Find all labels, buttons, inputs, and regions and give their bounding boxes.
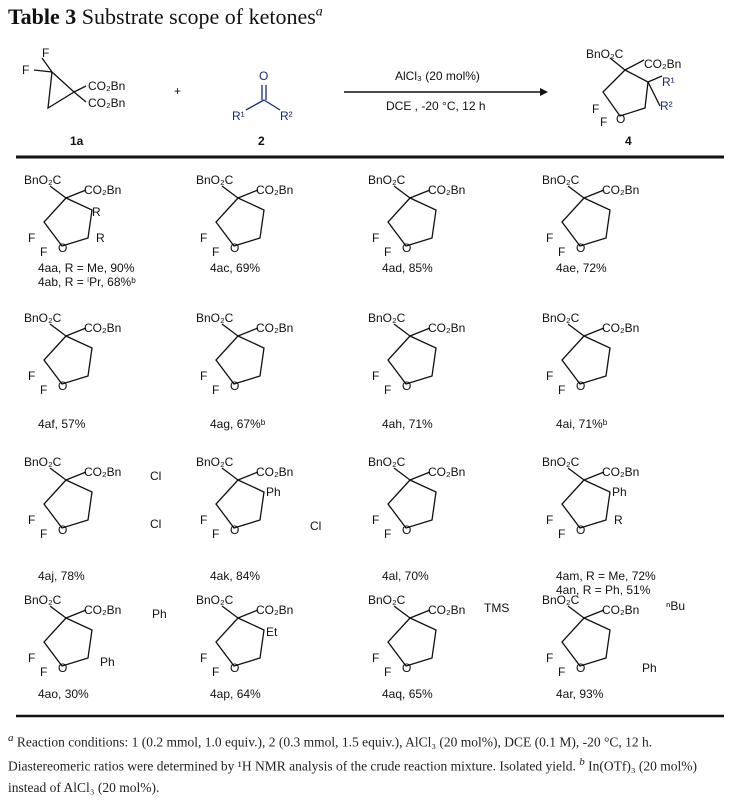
struct-0-1-ester-right: CO₂Bn (256, 183, 294, 197)
caption-4aj: 4aj, 78% (38, 569, 85, 583)
ar-Ph: Ph (642, 661, 657, 675)
struct-0-2-ester-right: CO₂Bn (428, 183, 466, 197)
struct-3-1-O: O (230, 661, 240, 675)
struct-3-1-bond-a (222, 606, 238, 618)
struct-0-3-bond-b (584, 190, 604, 198)
struct-1-0-ester-left: BnO₂C (24, 311, 62, 325)
struct-2-2-F2: F (384, 527, 392, 541)
product-F-1: F (592, 102, 600, 116)
struct-3-2-O: O (402, 661, 412, 675)
arrowhead (540, 88, 548, 96)
caption-4am: 4am, R = Me, 72% (556, 569, 656, 583)
struct-3-1-F1: F (200, 651, 208, 665)
struct-0-0-ester-left: BnO₂C (24, 173, 62, 187)
label-2: 2 (258, 134, 265, 148)
caption-4ae: 4ae, 72% (556, 261, 607, 275)
caption-4aa: 4aa, R = Me, 90% (38, 261, 135, 275)
caption-4ap: 4ap, 64% (210, 687, 261, 701)
struct-2-3-bond-a (568, 468, 584, 480)
struct-2-0-bond-a (50, 468, 66, 480)
struct-2-3-O: O (576, 523, 586, 537)
struct-2-1-bond-b (238, 472, 258, 480)
footnote-dr-text: Diastereomeric ratios were determined by ¹H NMR analysis of the crude reaction mixture. Isolated yield. (8, 758, 576, 774)
struct-0-3-bond-a (568, 186, 584, 198)
struct-1-0-F2: F (40, 383, 48, 397)
struct-0-3-F2: F (558, 245, 566, 259)
struct-0-3-F1: F (546, 231, 554, 245)
struct-1-1-bond-a (222, 324, 238, 336)
footnote-b-line (8, 756, 697, 775)
aa-R2: R (96, 231, 105, 245)
struct-0-3-ring (562, 198, 610, 246)
caption-4ad: 4ad, 85% (382, 261, 433, 275)
cyclopropane-1a (34, 58, 86, 108)
struct-1-3-bond-a (568, 324, 584, 336)
struct-3-3-bond-a (568, 606, 584, 618)
struct-3-2-ester-left: BnO₂C (368, 593, 406, 607)
struct-1-2-O: O (402, 379, 412, 393)
struct-1-3-ester-right: CO₂Bn (602, 321, 640, 335)
struct-1-3-O: O (576, 379, 586, 393)
struct-3-2-F1: F (372, 651, 380, 665)
struct-3-3-ring (562, 618, 610, 666)
struct-3-2-ring (388, 618, 436, 666)
struct-0-0-F1: F (28, 231, 36, 245)
footnote-marker: a (315, 4, 323, 20)
struct-1-1-ring (216, 336, 264, 384)
ak-Cl: Cl (310, 519, 322, 533)
struct-1-2-ring (388, 336, 436, 384)
struct-3-0-O: O (58, 661, 68, 675)
caption-4ai: 4ai, 71%ᵇ (556, 417, 608, 431)
struct-1-2-F2: F (384, 383, 392, 397)
struct-3-2-F2: F (384, 665, 392, 679)
struct-0-2-ester-left: BnO₂C (368, 173, 406, 187)
struct-2-1-bond-a (222, 468, 238, 480)
struct-0-1-F1: F (200, 231, 208, 245)
struct-2-1-ring (216, 480, 264, 528)
struct-2-3-ester-right: CO₂Bn (602, 465, 640, 479)
aa-R1: R (92, 205, 101, 219)
struct-1-2-ester-right: CO₂Bn (428, 321, 466, 335)
struct-1-3-ring (562, 336, 610, 384)
footnote-b-cont: instead of AlCl₃ (20 mol%). (8, 780, 160, 795)
struct-3-1-bond-b (238, 610, 258, 618)
struct-3-1-F2: F (212, 665, 220, 679)
struct-0-0-F2: F (40, 245, 48, 259)
struct-0-3-ester-left: BnO₂C (542, 173, 580, 187)
struct-1-3-bond-b (584, 328, 604, 336)
struct-2-0-bond-b (66, 472, 86, 480)
ak-Ph: Ph (266, 485, 281, 499)
struct-2-3-F1: F (546, 513, 554, 527)
struct-0-2-O: O (402, 241, 412, 255)
conditions-catalyst: AlCl₃ (20 mol%) (395, 69, 480, 83)
ketone-2 (246, 85, 280, 110)
aj-Cl2: Cl (150, 517, 162, 531)
ao-Ph2: Ph (100, 655, 115, 669)
struct-1-1-F2: F (212, 383, 220, 397)
caption-4ab: 4ab, R = ⁱPr, 68%ᵇ (38, 275, 136, 289)
struct-3-3-bond-b (584, 610, 604, 618)
struct-3-3-F2: F (558, 665, 566, 679)
caption-4ao: 4ao, 30% (38, 687, 89, 701)
struct-2-2-bond-b (410, 472, 430, 480)
struct-1-0-F1: F (28, 369, 36, 383)
product-F-2: F (600, 115, 608, 129)
struct-1-1-ester-right: CO₂Bn (256, 321, 294, 335)
struct-3-3-O: O (576, 661, 586, 675)
struct-2-3-ester-left: BnO₂C (542, 455, 580, 469)
struct-1-2-bond-b (410, 328, 430, 336)
struct-2-2-O: O (402, 523, 412, 537)
struct-0-3-O: O (576, 241, 586, 255)
struct-3-0-bond-b (66, 610, 86, 618)
1a-F-left: F (22, 63, 30, 77)
struct-0-2-bond-b (410, 190, 430, 198)
1a-F-top: F (42, 46, 50, 60)
struct-3-2-bond-a (394, 606, 410, 618)
struct-0-0-bond-a (50, 186, 66, 198)
footnote-b-mark: b (579, 756, 585, 768)
product-ester-right: CO₂Bn (644, 57, 682, 71)
struct-0-0-ring (44, 198, 92, 246)
caption-4ac: 4ac, 69% (210, 261, 261, 275)
struct-3-3-ester-right: CO₂Bn (602, 603, 640, 617)
struct-3-3-ester-left: BnO₂C (542, 593, 580, 607)
aj-Cl1: Cl (150, 469, 162, 483)
struct-1-3-F2: F (558, 383, 566, 397)
label-1a: 1a (70, 134, 84, 148)
struct-2-3-F2: F (558, 527, 566, 541)
struct-1-2-bond-a (394, 324, 410, 336)
product-O: O (616, 112, 626, 126)
struct-3-1-ester-left: BnO₂C (196, 593, 234, 607)
ar-nBu: ⁿBu (666, 599, 686, 613)
struct-1-3-F1: F (546, 369, 554, 383)
struct-1-2-ester-left: BnO₂C (368, 311, 406, 325)
struct-2-0-ester-left: BnO₂C (24, 455, 62, 469)
footnote-a-text: Reaction conditions: 1 (0.2 mmol, 1.0 equiv.), 2 (0.3 mmol, 1.5 equiv.), AlCl₃ (20 mol%), DCE (0.1 M), -20 °C, 12 h. (16, 734, 653, 750)
footnote-b-text: In(OTf)₃ (20 mol%) (584, 758, 698, 774)
struct-2-0-ester-right: CO₂Bn (84, 465, 122, 479)
caption-4af: 4af, 57% (38, 417, 86, 431)
struct-0-2-bond-a (394, 186, 410, 198)
struct-1-1-ester-left: BnO₂C (196, 311, 234, 325)
struct-3-2-bond-b (410, 610, 430, 618)
table-caption: Substrate scope of ketones (76, 4, 316, 29)
struct-3-0-F2: F (40, 665, 48, 679)
ketone-R2: R² (280, 109, 293, 123)
struct-0-1-O: O (230, 241, 240, 255)
struct-1-1-O: O (230, 379, 240, 393)
ap-Et: Et (266, 625, 278, 639)
struct-0-0-bond-b (66, 190, 86, 198)
struct-3-0-ester-right: CO₂Bn (84, 603, 122, 617)
footnote-a (8, 732, 652, 751)
struct-1-3-ester-left: BnO₂C (542, 311, 580, 325)
struct-0-2-F1: F (372, 231, 380, 245)
struct-1-2-F1: F (372, 369, 380, 383)
struct-1-0-ester-right: CO₂Bn (84, 321, 122, 335)
struct-2-1-F1: F (200, 513, 208, 527)
struct-3-0-ester-left: BnO₂C (24, 593, 62, 607)
struct-2-3-bond-b (584, 472, 604, 480)
struct-0-1-ester-left: BnO₂C (196, 173, 234, 187)
caption-4al: 4al, 70% (382, 569, 429, 583)
struct-1-0-ring (44, 336, 92, 384)
struct-2-1-ester-right: CO₂Bn (256, 465, 294, 479)
struct-1-0-bond-b (66, 328, 86, 336)
struct-1-0-O: O (58, 379, 68, 393)
struct-0-2-F2: F (384, 245, 392, 259)
struct-3-1-ester-right: CO₂Bn (256, 603, 294, 617)
struct-1-1-bond-b (238, 328, 258, 336)
ketone-O: O (259, 69, 269, 83)
plus-sign: + (174, 84, 182, 98)
struct-2-0-ring (44, 480, 92, 528)
struct-3-1-ring (216, 618, 264, 666)
product-R2: R² (660, 99, 673, 113)
caption-4an: 4an, R = Ph, 51% (556, 583, 651, 597)
1a-ester-1: CO₂Bn (88, 79, 126, 93)
caption-4ag: 4ag, 67%ᵇ (210, 417, 266, 431)
struct-0-1-F2: F (212, 245, 220, 259)
struct-3-0-F1: F (28, 651, 36, 665)
ketone-R1: R¹ (232, 109, 245, 123)
substrate-grid (24, 173, 685, 701)
caption-4ah: 4ah, 71% (382, 417, 433, 431)
struct-0-1-ring (216, 198, 264, 246)
struct-2-1-F2: F (212, 527, 220, 541)
struct-2-0-O: O (58, 523, 68, 537)
caption-4ar: 4ar, 93% (556, 687, 604, 701)
product-ester-left: BnO₂C (586, 47, 624, 61)
struct-2-0-F1: F (28, 513, 36, 527)
product-R1: R¹ (662, 75, 675, 89)
struct-2-2-ester-left: BnO₂C (368, 455, 406, 469)
struct-2-1-O: O (230, 523, 240, 537)
struct-2-3-ring (562, 480, 610, 528)
ao-Ph1: Ph (152, 607, 167, 621)
struct-2-0-F2: F (40, 527, 48, 541)
aq-TMS: TMS (484, 601, 510, 615)
caption-4aq: 4aq, 65% (382, 687, 433, 701)
struct-3-0-bond-a (50, 606, 66, 618)
struct-0-1-bond-b (238, 190, 258, 198)
conditions-solvent: DCE , -20 °C, 12 h (386, 99, 486, 113)
struct-1-0-bond-a (50, 324, 66, 336)
struct-0-3-ester-right: CO₂Bn (602, 183, 640, 197)
caption-4ak: 4ak, 84% (210, 569, 261, 583)
struct-0-0-ester-right: CO₂Bn (84, 183, 122, 197)
struct-2-2-F1: F (372, 513, 380, 527)
footnote-a-mark: a (8, 732, 14, 744)
struct-2-2-ester-right: CO₂Bn (428, 465, 466, 479)
am-Ph: Ph (612, 485, 627, 499)
struct-0-1-bond-a (222, 186, 238, 198)
struct-3-3-F1: F (546, 651, 554, 665)
am-R: R (614, 513, 623, 527)
struct-1-1-F1: F (200, 369, 208, 383)
struct-3-0-ring (44, 618, 92, 666)
label-4: 4 (625, 134, 632, 148)
table-number: Table 3 (8, 4, 77, 29)
struct-0-2-ring (388, 198, 436, 246)
struct-3-2-ester-right: CO₂Bn (428, 603, 466, 617)
1a-ester-2: CO₂Bn (88, 96, 126, 110)
struct-0-0-O: O (58, 241, 68, 255)
struct-2-2-ring (388, 480, 436, 528)
struct-2-1-ester-left: BnO₂C (196, 455, 234, 469)
struct-2-2-bond-a (394, 468, 410, 480)
